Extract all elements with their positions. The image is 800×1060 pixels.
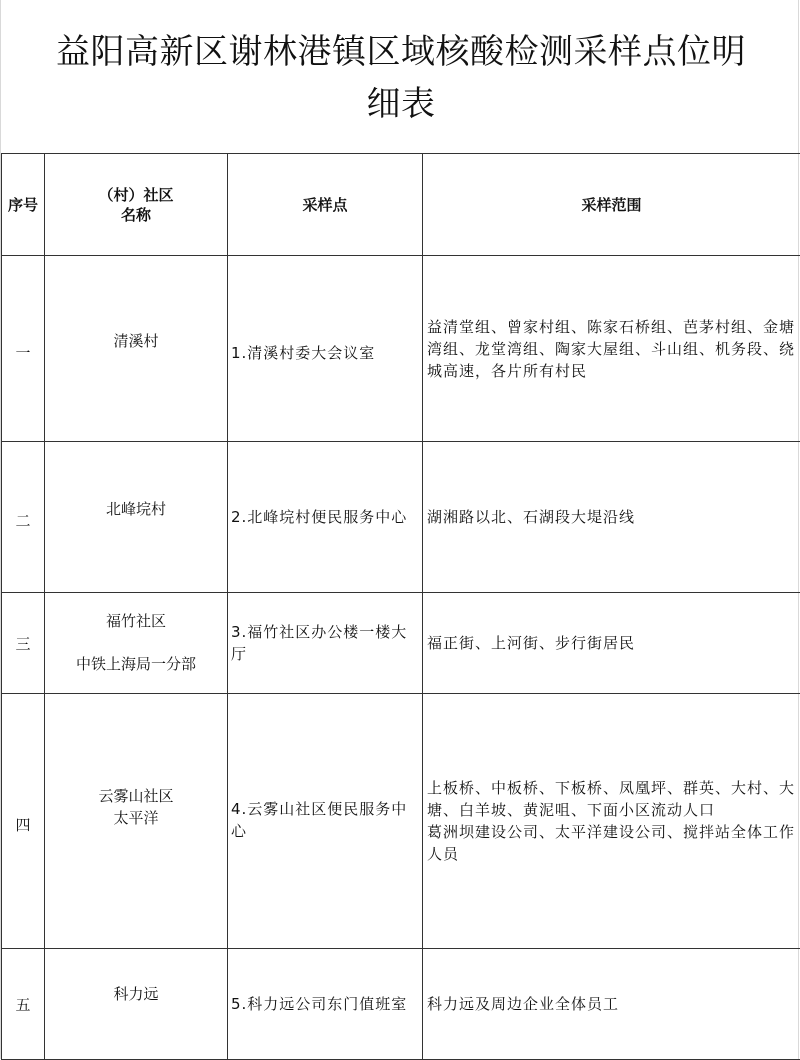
row-sampling-point: 1.清溪村委大会议室 — [228, 256, 423, 442]
row-community — [45, 256, 228, 442]
community-name-secondary: 中铁上海局一分部 — [75, 655, 196, 673]
row-sampling-range — [423, 694, 800, 949]
row-community — [45, 593, 228, 694]
header-point: 采样点 — [228, 154, 423, 256]
header-community-line-1: （村）社区 — [98, 185, 174, 204]
table-header-row — [2, 154, 800, 256]
row-sampling-point: 4.云雾山社区便民服务中心 — [228, 694, 423, 949]
range-text-secondary: 葛洲坝建设公司、太平洋建设公司、搅拌站全体工作人员 — [427, 823, 796, 863]
community-name-secondary: 太平洋 — [113, 809, 159, 827]
row-community — [45, 442, 228, 593]
sampling-points-table — [1, 153, 800, 1060]
row-sampling-point: 2.北峰垸村便民服务中心 — [228, 442, 423, 593]
row-sampling-point: 3.福竹社区办公楼一楼大厅 — [228, 593, 423, 694]
range-text: 福正街、上河街、步行街居民 — [427, 634, 636, 652]
row-sampling-point: 5.科力远公司东门值班室 — [228, 949, 423, 1060]
header-community-line-2: 名称 — [120, 205, 151, 224]
community-name: 北峰垸村 — [105, 500, 166, 518]
row-sampling-range — [423, 256, 800, 442]
row-community — [45, 694, 228, 949]
row-index: 四 — [2, 694, 45, 949]
range-text: 益清堂组、曾家村组、陈家石桥组、芭茅村组、金塘湾组、龙堂湾组、陶家大屋组、斗山组、机务段、绕城高速，各片所有村民 — [427, 317, 796, 380]
row-index: 二 — [2, 442, 45, 593]
row-index: 五 — [2, 949, 45, 1060]
community-name: 清溪村 — [113, 332, 159, 350]
row-community — [45, 949, 228, 1060]
row-index: 一 — [2, 256, 45, 442]
header-index: 序号 — [2, 154, 45, 256]
row-sampling-range — [423, 442, 800, 593]
table-row — [2, 256, 800, 442]
row-sampling-range — [423, 949, 800, 1060]
community-name: 云雾山社区 — [98, 787, 174, 805]
range-text: 湖湘路以北、石湖段大堤沿线 — [427, 508, 636, 526]
title-line-1: 益阳高新区谢林港镇区域核酸检测采样点位明 — [56, 32, 746, 72]
document-title — [1, 26, 800, 130]
row-index: 三 — [2, 593, 45, 694]
table-row — [2, 949, 800, 1060]
table-row — [2, 694, 800, 949]
header-community — [45, 154, 228, 256]
range-text: 上板桥、中板桥、下板桥、凤凰坪、群英、大村、大塘、白羊坡、黄泥咀、下面小区流动人口 — [427, 779, 796, 819]
table-row — [2, 593, 800, 694]
community-name: 福竹社区 — [105, 612, 166, 630]
title-line-2: 细表 — [366, 84, 436, 124]
range-text: 科力远及周边企业全体员工 — [427, 995, 620, 1013]
table-row — [2, 442, 800, 593]
header-range: 采样范围 — [423, 154, 800, 256]
row-sampling-range — [423, 593, 800, 694]
community-name: 科力远 — [113, 985, 159, 1003]
